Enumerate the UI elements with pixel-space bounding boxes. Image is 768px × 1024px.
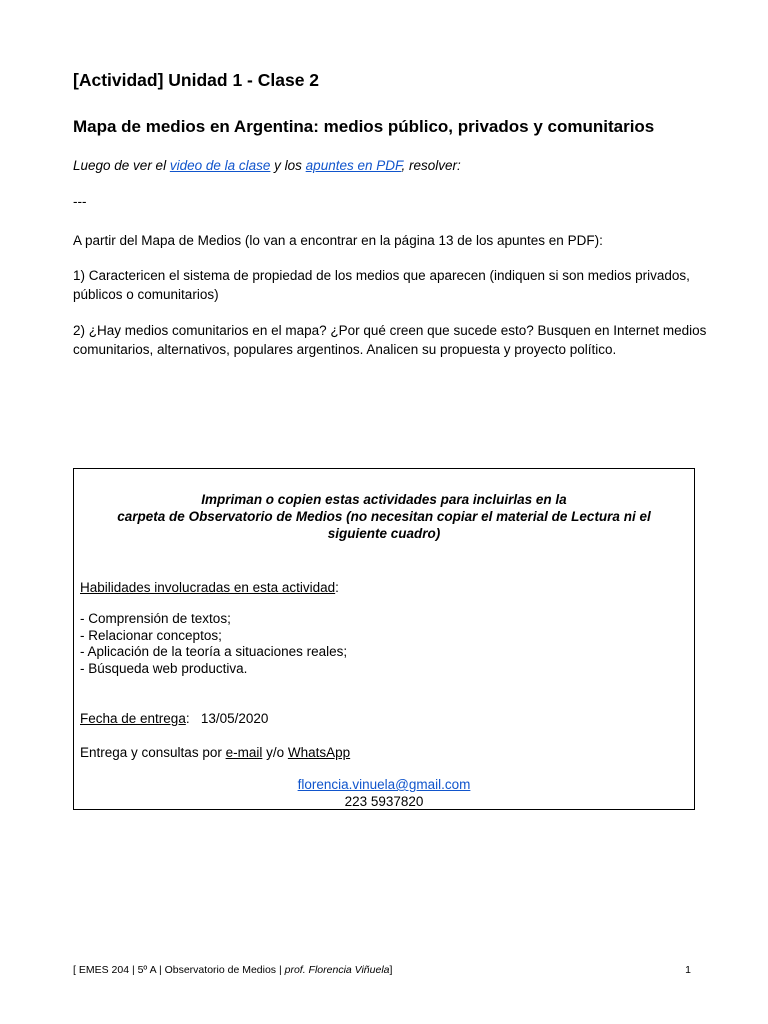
delivery-line	[80, 744, 350, 761]
list-item: - Comprensión de textos;	[80, 611, 231, 626]
due-date-label: Fecha de entrega	[80, 711, 186, 726]
due-date	[80, 710, 268, 727]
question-2: 2) ¿Hay medios comunitarios en el mapa? ¿Por qué creen que sucede esto? Busquen en Internet medios comunitarios, alternativos, populares argentinos. Analicen su propuesta y proyecto político.	[73, 323, 707, 357]
skills-heading	[80, 579, 339, 596]
page-subtitle: Mapa de medios en Argentina: medios público, privados y comunitarios	[73, 117, 655, 136]
footer-close: ]	[389, 964, 393, 976]
intro-prefix: Luego de ver el	[73, 158, 170, 173]
footer-text: [ EMES 204 | 5º A | Observatorio de Medios |	[73, 964, 285, 976]
info-box-title	[80, 491, 688, 542]
intro-suffix: , resolver:	[401, 158, 461, 173]
info-box-content	[80, 491, 688, 809]
list-item: - Búsqueda web productiva.	[80, 660, 248, 676]
skills-list	[80, 611, 347, 677]
page-footer	[73, 964, 691, 976]
info-box-title-line: carpeta de Observatorio de Medios (no necesitan copiar el material de Lectura ni el	[117, 509, 651, 524]
footer-author: prof. Florencia Viñuela	[284, 964, 390, 976]
email-link[interactable]: florencia.vinuela@gmail.com	[297, 777, 471, 792]
intro-middle: y los	[270, 158, 306, 173]
paragraph-map-reference: A partir del Mapa de Medios (lo van a encontrar en la página 13 de los apuntes en PDF):	[73, 233, 603, 248]
info-box-title-line: siguiente cuadro)	[327, 526, 441, 541]
list-item: - Aplicación de la teoría a situaciones reales;	[80, 644, 348, 659]
intro-line	[73, 158, 461, 173]
info-box	[73, 468, 695, 810]
contact-info	[80, 777, 688, 810]
phone-number: 223 5937820	[344, 793, 424, 809]
question-1: 1) Caractericen el sistema de propiedad de los medios que aparecen (indiquen si son medios privados, públicos o comunitarios)	[73, 268, 690, 302]
skills-label: Habilidades involucradas en esta actividad	[80, 580, 336, 595]
due-date-value: 13/05/2020	[200, 711, 269, 726]
page-title: [Actividad] Unidad 1 - Clase 2	[73, 70, 320, 90]
list-item: - Relacionar conceptos;	[80, 627, 222, 643]
video-link[interactable]: video de la clase	[169, 158, 271, 173]
delivery-middle: y/o	[262, 745, 288, 760]
pdf-notes-link[interactable]: apuntes en PDF	[305, 158, 402, 173]
page-number: 1	[685, 964, 691, 976]
whatsapp-channel: WhatsApp	[287, 745, 351, 760]
skills-colon: :	[335, 580, 339, 595]
info-box-title-line: Impriman o copien estas actividades para incluirlas en la	[201, 492, 567, 507]
delivery-prefix: Entrega y consultas por	[80, 745, 226, 760]
due-date-sep: :	[185, 711, 190, 726]
email-channel: e-mail	[225, 745, 263, 760]
separator: ---	[73, 194, 87, 209]
